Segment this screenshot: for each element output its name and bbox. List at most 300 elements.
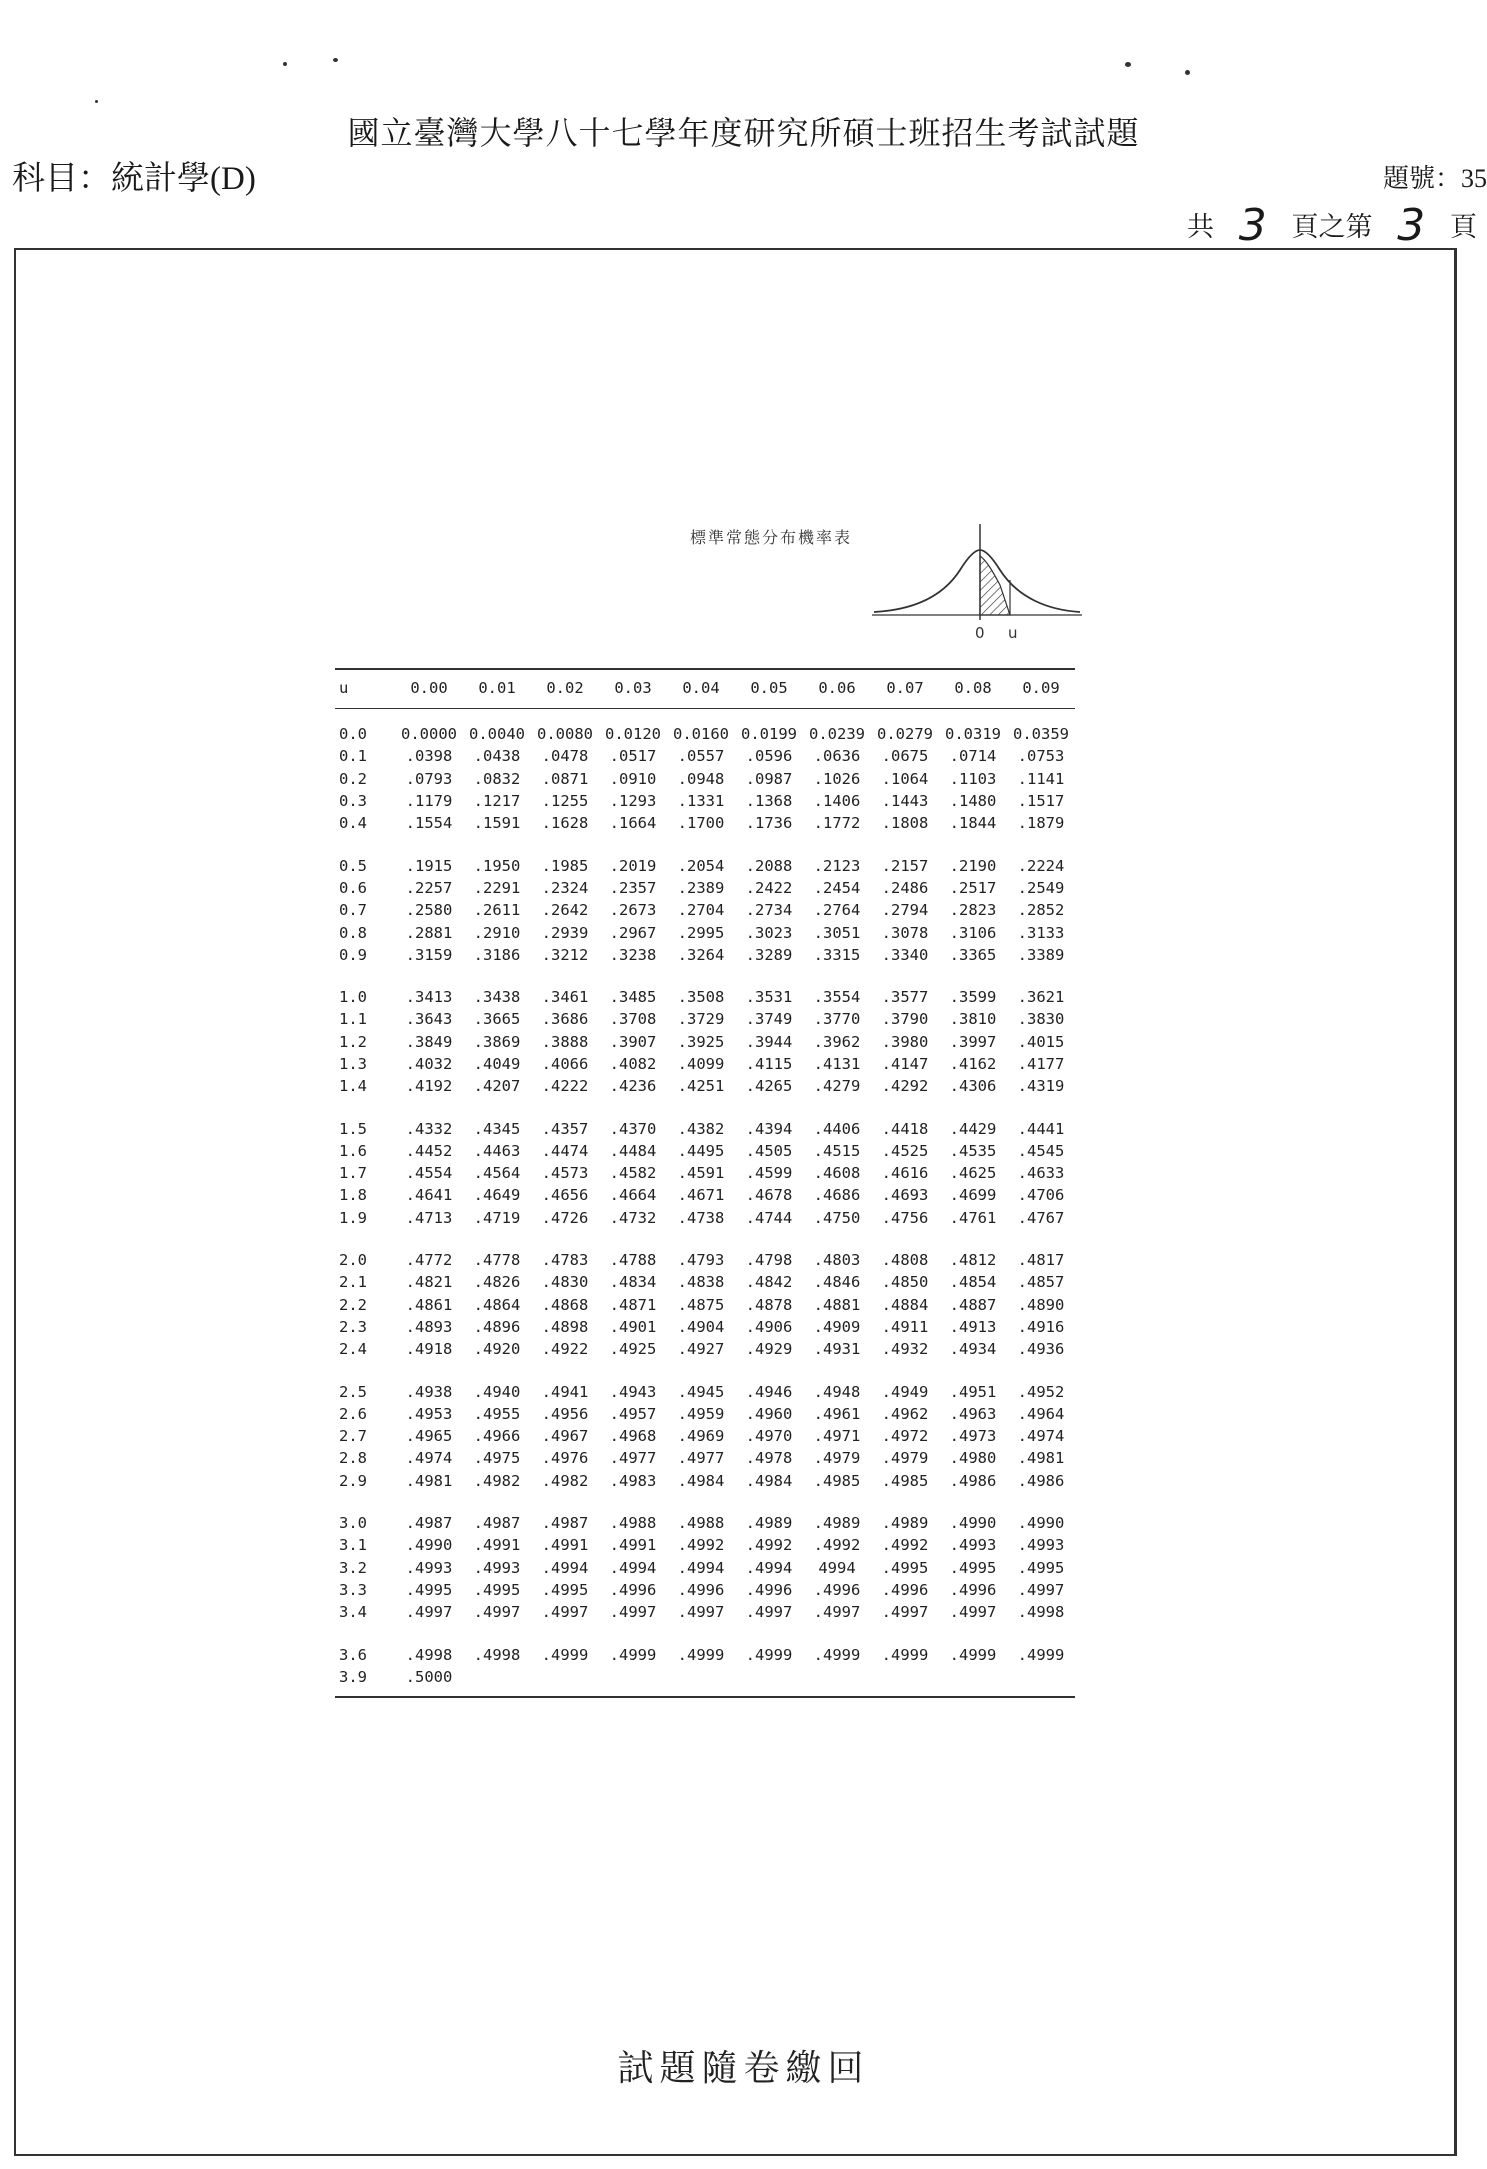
table-rule-mid	[335, 708, 1075, 709]
table-cell: .3980	[881, 1032, 929, 1051]
table-row	[335, 1425, 1075, 1447]
table-row	[335, 1316, 1075, 1338]
page-info-suffix: 頁	[1450, 212, 1477, 242]
table-cell: .4441	[1017, 1119, 1065, 1138]
table-cell: .2422	[745, 878, 793, 897]
table-row	[335, 899, 1075, 921]
table-cell: .3770	[813, 1010, 861, 1029]
table-cell: .4960	[745, 1404, 793, 1423]
table-cell: .2190	[949, 856, 997, 875]
page-info-prefix: 共	[1187, 212, 1214, 242]
table-cell: .4222	[541, 1077, 589, 1096]
table-row	[335, 1294, 1075, 1316]
table-row-group	[335, 854, 1075, 965]
table-cell: .4066	[541, 1055, 589, 1073]
table-cell: .4744	[745, 1208, 793, 1227]
table-cell: .0675	[881, 747, 929, 766]
table-cell: .3907	[609, 1032, 657, 1051]
table-cell: .0793	[405, 769, 453, 788]
table-cell: .0557	[677, 747, 725, 766]
table-row	[335, 877, 1075, 899]
table-cell: .4505	[745, 1141, 793, 1160]
column-header: 0.09	[1022, 679, 1060, 697]
table-cell: .1628	[541, 814, 589, 833]
table-row	[335, 1534, 1075, 1556]
table-cell: .1950	[473, 856, 521, 875]
table-cell: .4949	[881, 1382, 929, 1401]
table-cell: .4812	[949, 1251, 997, 1270]
table-cell: .4582	[609, 1164, 657, 1183]
column-header: 0.05	[750, 679, 788, 697]
table-cell: .3925	[677, 1032, 725, 1051]
table-cell: .4999	[881, 1645, 929, 1664]
table-cell: .1217	[473, 792, 521, 811]
table-cell: .4382	[677, 1119, 725, 1138]
page-current: 3	[1397, 200, 1426, 251]
table-cell: .4251	[677, 1077, 725, 1096]
table-cell: .4345	[473, 1119, 521, 1138]
row-label: 0.5	[339, 856, 367, 875]
table-cell: .4881	[813, 1295, 861, 1314]
table-cell: .4370	[609, 1119, 657, 1138]
table-cell: .4991	[473, 1536, 521, 1555]
scan-speck	[333, 58, 338, 62]
table-cell: .4985	[881, 1471, 929, 1490]
table-cell: .4999	[1017, 1645, 1065, 1664]
table-cell: .4980	[949, 1449, 997, 1468]
table-cell: .0517	[609, 747, 657, 766]
row-label: 2.7	[339, 1427, 367, 1446]
table-cell: .4875	[677, 1295, 725, 1314]
curve-label-u: u	[1008, 624, 1018, 642]
row-label: 0.1	[339, 747, 367, 766]
table-cell: .4943	[609, 1382, 657, 1401]
table-cell: .3599	[949, 988, 997, 1007]
table-cell: .4842	[745, 1273, 793, 1292]
table-cell: .4995	[1017, 1558, 1065, 1577]
table-cell: .4946	[745, 1382, 793, 1401]
table-row	[335, 1053, 1075, 1075]
table-cell: .4846	[813, 1273, 861, 1292]
table-cell: .4750	[813, 1208, 861, 1227]
table-cell: .3389	[1017, 945, 1065, 964]
table-cell: .4955	[473, 1404, 521, 1423]
table-cell: .2910	[473, 923, 521, 942]
table-cell: .4997	[405, 1603, 453, 1622]
table-cell: .0753	[1017, 747, 1065, 766]
curve-label-zero: 0	[975, 624, 985, 642]
table-cell: .2881	[405, 923, 453, 942]
table-row	[335, 1512, 1075, 1534]
table-cell: .3289	[745, 945, 793, 964]
table-cell: .3849	[405, 1032, 453, 1051]
table-cell: .3531	[745, 988, 793, 1007]
table-cell: .4993	[405, 1558, 453, 1577]
table-cell: .4979	[881, 1449, 929, 1468]
table-cell: .2611	[473, 901, 521, 920]
table-cell: .2549	[1017, 878, 1065, 897]
table-cell: .2389	[677, 878, 725, 897]
column-header-u: u	[339, 679, 349, 697]
table-cell: .4927	[677, 1340, 725, 1359]
table-row	[335, 1579, 1075, 1601]
table-cell: .1736	[745, 814, 793, 833]
table-cell: .1844	[949, 814, 997, 833]
table-row	[335, 768, 1075, 790]
table-row	[335, 790, 1075, 812]
exam-title: 國立臺灣大學八十七學年度研究所碩士班招生考試試題	[347, 115, 1140, 151]
table-row	[335, 1271, 1075, 1293]
table-cell: .3810	[949, 1010, 997, 1029]
table-cell: .3365	[949, 945, 997, 964]
table-cell: .4131	[813, 1055, 861, 1073]
table-cell: .0636	[813, 747, 861, 766]
table-cell: .4332	[405, 1119, 453, 1138]
table-cell: .3106	[949, 923, 997, 942]
table-cell: .2054	[677, 856, 725, 875]
table-cell: .1591	[473, 814, 521, 833]
bottom-rule	[14, 2154, 1457, 2156]
table-cell: .4986	[1017, 1471, 1065, 1490]
table-cell: .4236	[609, 1077, 657, 1096]
table-row	[335, 1447, 1075, 1469]
bell-curve	[874, 550, 1080, 612]
table-cell: .4961	[813, 1404, 861, 1423]
table-cell: .4972	[881, 1427, 929, 1446]
table-cell: .4861	[405, 1295, 453, 1314]
table-cell: .4032	[405, 1055, 453, 1073]
table-cell: .3729	[677, 1010, 725, 1029]
table-cell: .1915	[405, 856, 453, 875]
table-cell: .2995	[677, 923, 725, 942]
table-cell: .4977	[677, 1449, 725, 1468]
table-cell: .4918	[405, 1340, 453, 1359]
table-cell: .4162	[949, 1055, 997, 1073]
table-cell: .1480	[949, 792, 997, 811]
table-cell: .1517	[1017, 792, 1065, 811]
table-cell: .4994	[745, 1558, 793, 1577]
table-cell: .4922	[541, 1340, 589, 1359]
table-cell: .4997	[949, 1603, 997, 1622]
table-cell: 4994	[818, 1558, 856, 1577]
table-cell: .4913	[949, 1317, 997, 1336]
table-cell: .4906	[745, 1317, 793, 1336]
table-cell: .3643	[405, 1010, 453, 1029]
column-header: 0.07	[886, 679, 924, 697]
table-cell: .4989	[881, 1514, 929, 1533]
table-cell: .4808	[881, 1251, 929, 1270]
table-cell: .3554	[813, 988, 861, 1007]
footer-note: 試題隨卷繳回	[617, 2048, 870, 2089]
table-cell: .4306	[949, 1077, 997, 1096]
table-cell: .4953	[405, 1404, 453, 1423]
table-cell: .4957	[609, 1404, 657, 1423]
table-cell: .4962	[881, 1404, 929, 1423]
table-cell: .4671	[677, 1186, 725, 1205]
table-cell: .2517	[949, 878, 997, 897]
table-cell: .4761	[949, 1208, 997, 1227]
table-cell: .1255	[541, 792, 589, 811]
table-cell: .4878	[745, 1295, 793, 1314]
table-cell: .2157	[881, 856, 929, 875]
table-cell: .4608	[813, 1164, 861, 1183]
table-cell: .4951	[949, 1382, 997, 1401]
table-cell: .3212	[541, 945, 589, 964]
table-cell: .4952	[1017, 1382, 1065, 1401]
row-label: 0.4	[339, 814, 367, 833]
table-cell: .4932	[881, 1340, 929, 1359]
table-cell: .4082	[609, 1055, 657, 1073]
table-cell: .4706	[1017, 1186, 1065, 1205]
table-cell: .4649	[473, 1186, 521, 1205]
table-cell: .2291	[473, 878, 521, 897]
table-row-group	[335, 1249, 1075, 1360]
row-label: 1.1	[339, 1010, 367, 1029]
table-cell: .4484	[609, 1141, 657, 1160]
table-cell: .0714	[949, 747, 997, 766]
table-cell: .4920	[473, 1340, 521, 1359]
table-cell: .4693	[881, 1186, 929, 1205]
table-cell: .4871	[609, 1295, 657, 1314]
row-label: 3.2	[339, 1558, 367, 1577]
table-cell: .2794	[881, 901, 929, 920]
table-cell: .4997	[677, 1603, 725, 1622]
table-cell: .3461	[541, 988, 589, 1007]
table-row	[335, 1075, 1075, 1097]
table-cell: .4997	[745, 1603, 793, 1622]
table-cell: .2704	[677, 901, 725, 920]
table-cell: .4738	[677, 1208, 725, 1227]
table-cell: .4686	[813, 1186, 861, 1205]
table-cell: .4821	[405, 1273, 453, 1292]
table-cell: .1064	[881, 769, 929, 788]
table-cell: .3133	[1017, 923, 1065, 942]
table-cell: .4929	[745, 1340, 793, 1359]
table-cell: .4778	[473, 1251, 521, 1270]
table-cell: .4996	[949, 1580, 997, 1599]
table-cell: .0596	[745, 747, 793, 766]
table-cell: .4357	[541, 1119, 589, 1138]
table-cell: .4452	[405, 1141, 453, 1160]
table-row	[335, 1643, 1075, 1665]
row-label: 1.8	[339, 1186, 367, 1205]
table-cell: .4319	[1017, 1077, 1065, 1096]
table-cell: .2088	[745, 856, 793, 875]
table-cell: .4854	[949, 1273, 997, 1292]
table-cell: .4977	[609, 1449, 657, 1468]
table-cell: .0438	[473, 747, 521, 766]
table-cell: .4995	[541, 1580, 589, 1599]
table-cell: .4997	[473, 1603, 521, 1622]
table-cell: .4992	[745, 1536, 793, 1555]
table-cell: .3621	[1017, 988, 1065, 1007]
table-cell: .4995	[473, 1580, 521, 1599]
table-cell: 0.0000	[401, 725, 457, 744]
table-cell: .2823	[949, 901, 997, 920]
table-cell: .4616	[881, 1164, 929, 1183]
row-label: 2.5	[339, 1382, 367, 1401]
table-cell: .4732	[609, 1208, 657, 1227]
row-label: 3.9	[339, 1667, 367, 1686]
table-row	[335, 986, 1075, 1008]
row-label: 0.0	[339, 725, 367, 744]
table-cell: .4994	[541, 1558, 589, 1577]
table-cell: .4909	[813, 1317, 861, 1336]
table-cell: .4978	[745, 1449, 793, 1468]
table-cell: .4964	[1017, 1404, 1065, 1423]
row-label: 0.2	[339, 769, 367, 788]
table-cell: .2967	[609, 923, 657, 942]
table-cell: 0.0160	[673, 725, 729, 744]
table-cell: .3869	[473, 1032, 521, 1051]
row-label: 2.6	[339, 1404, 367, 1423]
table-cell: .4999	[949, 1645, 997, 1664]
table-cell: .4996	[745, 1580, 793, 1599]
table-cell: .4798	[745, 1251, 793, 1270]
table-cell: .4991	[541, 1536, 589, 1555]
table-cell: .4994	[609, 1558, 657, 1577]
table-cell: .4993	[473, 1558, 521, 1577]
table-cell: .4979	[813, 1449, 861, 1468]
table-cell: .4406	[813, 1119, 861, 1138]
table-cell: .4956	[541, 1404, 589, 1423]
table-cell: .4868	[541, 1295, 589, 1314]
table-cell: .4995	[881, 1558, 929, 1577]
table-cell: .4990	[1017, 1514, 1065, 1533]
table-cell: .4177	[1017, 1055, 1065, 1073]
table-cell: .4826	[473, 1273, 521, 1292]
table-cell: .3051	[813, 923, 861, 942]
table-cell: .4997	[1017, 1580, 1065, 1599]
table-row	[335, 1184, 1075, 1206]
table-cell: .0398	[405, 747, 453, 766]
table-cell: .4893	[405, 1317, 453, 1336]
table-cell: .4965	[405, 1427, 453, 1446]
table-cell: 0.0040	[469, 725, 525, 744]
table-cell: .4969	[677, 1427, 725, 1446]
table-cell: .4934	[949, 1340, 997, 1359]
column-header: 0.01	[478, 679, 516, 697]
table-row	[335, 1601, 1075, 1623]
table-cell: .4981	[405, 1471, 453, 1490]
table-cell: .4864	[473, 1295, 521, 1314]
table-cell: .4999	[541, 1645, 589, 1664]
table-cell: .4992	[677, 1536, 725, 1555]
table-cell: .2642	[541, 901, 589, 920]
table-cell: 0.0080	[537, 725, 593, 744]
table-cell: .3264	[677, 945, 725, 964]
row-label: 3.6	[339, 1645, 367, 1664]
column-header: 0.06	[818, 679, 856, 697]
table-cell: .4564	[473, 1164, 521, 1183]
table-row-group	[335, 1380, 1075, 1491]
row-label: 2.9	[339, 1471, 367, 1490]
table-cell: .4726	[541, 1208, 589, 1227]
table-cell: .2123	[813, 856, 861, 875]
row-label: 1.5	[339, 1119, 367, 1138]
table-cell: .4265	[745, 1077, 793, 1096]
table-cell: .4554	[405, 1164, 453, 1183]
table-cell: .4641	[405, 1186, 453, 1205]
table-cell: .4830	[541, 1273, 589, 1292]
page-info-middle: 頁之第	[1291, 212, 1373, 242]
table-cell: .4429	[949, 1119, 997, 1138]
table-cell: .4987	[473, 1514, 521, 1533]
z-table	[335, 668, 1075, 1698]
table-cell: .4959	[677, 1404, 725, 1423]
table-cell: .1331	[677, 792, 725, 811]
row-label: 1.4	[339, 1077, 367, 1096]
scan-speck	[95, 100, 98, 103]
table-cell: 0.0279	[877, 725, 933, 744]
table-cell: .4925	[609, 1340, 657, 1359]
table-cell: .4990	[949, 1514, 997, 1533]
table-cell: .4838	[677, 1273, 725, 1292]
table-cell: .4998	[1017, 1603, 1065, 1622]
table-cell: .1103	[949, 769, 997, 788]
table-cell: .3078	[881, 923, 929, 942]
table-row	[335, 1338, 1075, 1360]
table-cell: .3508	[677, 988, 725, 1007]
table-cell: .4982	[473, 1471, 521, 1490]
table-cell: .4989	[813, 1514, 861, 1533]
table-cell: .4984	[745, 1471, 793, 1490]
table-cell: .4904	[677, 1317, 725, 1336]
table-row	[335, 812, 1075, 834]
table-cell: .4999	[609, 1645, 657, 1664]
table-cell: .4992	[813, 1536, 861, 1555]
table-cell: .2673	[609, 901, 657, 920]
row-label: 0.3	[339, 792, 367, 811]
table-cell: .4656	[541, 1186, 589, 1205]
table-cell: .4966	[473, 1427, 521, 1446]
table-cell: .4987	[405, 1514, 453, 1533]
table-row-group	[335, 723, 1075, 834]
row-label: 2.0	[339, 1251, 367, 1270]
column-header: 0.08	[954, 679, 992, 697]
table-cell: .0871	[541, 769, 589, 788]
table-cell: .3830	[1017, 1010, 1065, 1029]
scan-speck	[283, 62, 287, 66]
shaded-area	[980, 556, 1010, 615]
row-label: 3.1	[339, 1536, 367, 1555]
table-cell: .4997	[609, 1603, 657, 1622]
table-cell: .4992	[881, 1536, 929, 1555]
row-label: 3.3	[339, 1580, 367, 1599]
table-cell: .2734	[745, 901, 793, 920]
table-cell: .4756	[881, 1208, 929, 1227]
table-cell: .2257	[405, 878, 453, 897]
table-cell: .4896	[473, 1317, 521, 1336]
table-cell: .3186	[473, 945, 521, 964]
row-label: 2.8	[339, 1449, 367, 1468]
table-cell: .4981	[1017, 1449, 1065, 1468]
table-cell: .0910	[609, 769, 657, 788]
table-cell: .4975	[473, 1449, 521, 1468]
row-label: 3.0	[339, 1514, 367, 1533]
table-cell: .4999	[677, 1645, 725, 1664]
table-cell: .5000	[405, 1667, 453, 1686]
table-cell: .1808	[881, 814, 929, 833]
table-cell: .4997	[881, 1603, 929, 1622]
row-label: 1.7	[339, 1164, 367, 1183]
table-cell: .2939	[541, 923, 589, 942]
table-cell: .4767	[1017, 1208, 1065, 1227]
row-label: 0.7	[339, 901, 367, 920]
table-cell: .4995	[405, 1580, 453, 1599]
table-cell: .4884	[881, 1295, 929, 1314]
table-cell: .3686	[541, 1010, 589, 1029]
